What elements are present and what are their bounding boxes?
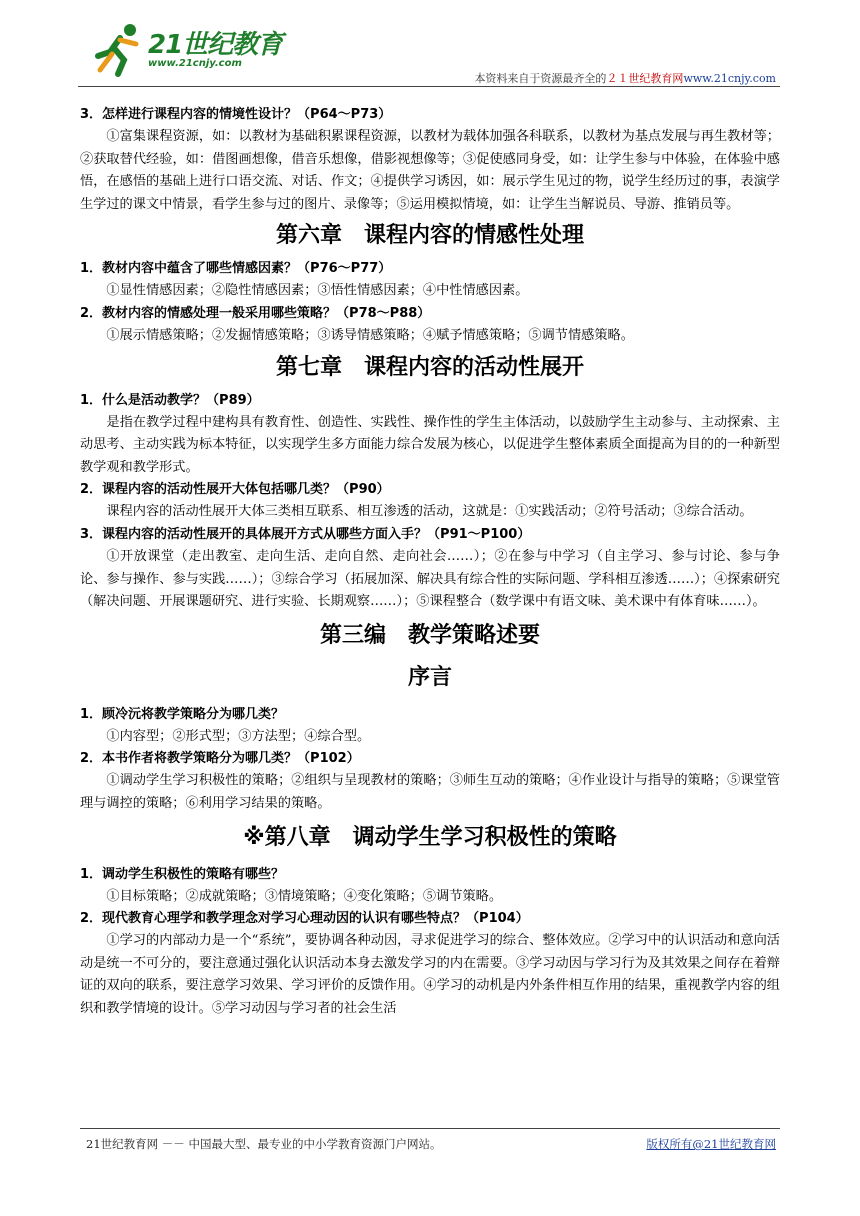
answer-paragraph: ①调动学生学习积极性的策略；②组织与呈现教材的策略；③师生互动的策略；④作业设计与指导的策略；⑤课堂管理与调控的策略；⑥利用学习结果的策略。 <box>80 773 780 811</box>
header-note-brand[interactable]: ２１世纪教育网 <box>606 72 684 85</box>
answer-paragraph: ①富集课程资源，如：以教材为基础积累课程资源，以教材为载体加强各科联系，以教材为基点发展与再生教材等；②获取替代经验，如：借图画想像，借音乐想像，借影视想像等；③促使感同身受，如：让学生参与中体验，在体验中感悟，在感悟的基础上进行口语交流、对话、作文；④提供学习诱因，如：展示学生见过的物，说学生经历过的事，表演学生学过的课文中情景，看学生参与过的图片、录像等；⑤运用模拟情境，如：让学生当解说员、导游、推销员等。 <box>80 129 780 212</box>
answer-paragraph: ①目标策略；②成就策略；③情境策略；④变化策略；⑤调节策略。 <box>106 888 503 904</box>
question-heading: 2．教材内容的情感处理一般采用哪些策略？（P78～P88） <box>80 305 431 321</box>
copyright-link[interactable]: 版权所有@21世纪教育网 <box>646 1137 776 1151</box>
section-heading: 第七章 课程内容的活动性展开 <box>275 354 584 380</box>
logo-url: www.21cnjy.com <box>148 58 242 69</box>
footer-text: 21世纪教育网 －－ 中国最大型、最专业的中小学教育资源门户网站。 <box>86 1137 442 1151</box>
section-heading: ※第八章 调动学生学习积极性的策略 <box>243 824 617 850</box>
section-heading: 第三编 教学策略述要 <box>319 622 540 648</box>
question-heading: 2．本书作者将教学策略分为哪几类？（P102） <box>80 751 360 767</box>
answer-paragraph: ①内容型；②形式型；③方法型；④综合型。 <box>106 728 371 744</box>
question-heading: 3．课程内容的活动性展开的具体展开方式从哪些方面入手？（P91～P100） <box>80 526 531 542</box>
page-header <box>78 18 780 84</box>
answer-paragraph: ①显性情感因素；②隐性情感因素；③悟性情感因素；④中性情感因素。 <box>106 283 529 299</box>
section-heading: 序言 <box>407 664 452 690</box>
header-note <box>474 70 776 86</box>
header-note-prefix: 本资料来自于资源最齐全的 <box>474 72 607 85</box>
answer-paragraph: ①学习的内部动力是一个“系统”，要协调各种动因，寻求促进学习的综合、整体效应。②学习中的认识活动和意向活动是统一不可分的，要注意通过强化认识活动本身去激发学习的内在需要。③学习动因与学习行为及其效果之间存在着辩证的双向的联系，要注意学习效果、学习评价的反馈作用。④学习的动机是内外条件相互作用的结果，重视教学内容的组织和教学情境的设计。⑤学习动因与学习者的社会生活 <box>80 933 780 1016</box>
section-heading: 第六章 课程内容的情感性处理 <box>275 223 584 249</box>
answer-paragraph: 是指在教学过程中建构具有教育性、创造性、实践性、操作性的学生主体活动，以鼓励学生主动参与、主动探索、主动思考、主动实践为标本特征，以实现学生多方面能力综合发展为核心，以促进学生整体素质全面提高为目的的一种新型教学观和教学形式。 <box>80 414 780 475</box>
logo-text: 21世纪教育 <box>148 30 283 60</box>
question-heading: 3．怎样进行课程内容的情境性设计？（P64～P73） <box>80 107 392 122</box>
footer-divider <box>80 1128 780 1129</box>
header-note-url[interactable]: www.21cnjy.com <box>683 72 776 85</box>
answer-paragraph: ①开放课堂（走出教室、走向生活、走向自然、走向社会……）；②在参与中学习（自主学习、参与讨论、参与争论、参与操作、参与实践……）；③综合学习（拓展加深、解决具有综合性的实际问题、学科相互渗透……）；④探索研究（解决问题、开展课题研究、进行实验、长期观察……）；⑤课程整合（数学课中有语文味、美术课中有体育味……）。 <box>80 548 780 610</box>
site-logo[interactable] <box>90 18 290 80</box>
question-heading: 1．教材内容中蕴含了哪些情感因素？（P76～P77） <box>80 261 392 277</box>
question-heading: 1．调动学生积极性的策略有哪些？ <box>80 866 285 882</box>
question-heading: 2．现代教育心理学和教学理念对学习心理动因的认识有哪些特点？（P104） <box>80 911 529 927</box>
question-heading: 2．课程内容的活动性展开大体包括哪几类？（P90） <box>80 482 390 498</box>
question-heading: 1．顾冷沅将教学策略分为哪几类？ <box>80 706 285 722</box>
question-heading: 1．什么是活动教学？（P89） <box>80 392 260 408</box>
runner-logo-icon <box>90 20 148 78</box>
answer-paragraph: ①展示情感策略；②发掘情感策略；③诱导情感策略；④赋予情感策略；⑤调节情感策略。 <box>106 327 634 343</box>
document-body <box>80 104 780 1020</box>
answer-paragraph: 课程内容的活动性展开大体三类相互联系、相互渗透的活动，这就是：①实践活动；②符号活动；③综合活动。 <box>106 504 753 520</box>
header-divider <box>78 86 780 87</box>
